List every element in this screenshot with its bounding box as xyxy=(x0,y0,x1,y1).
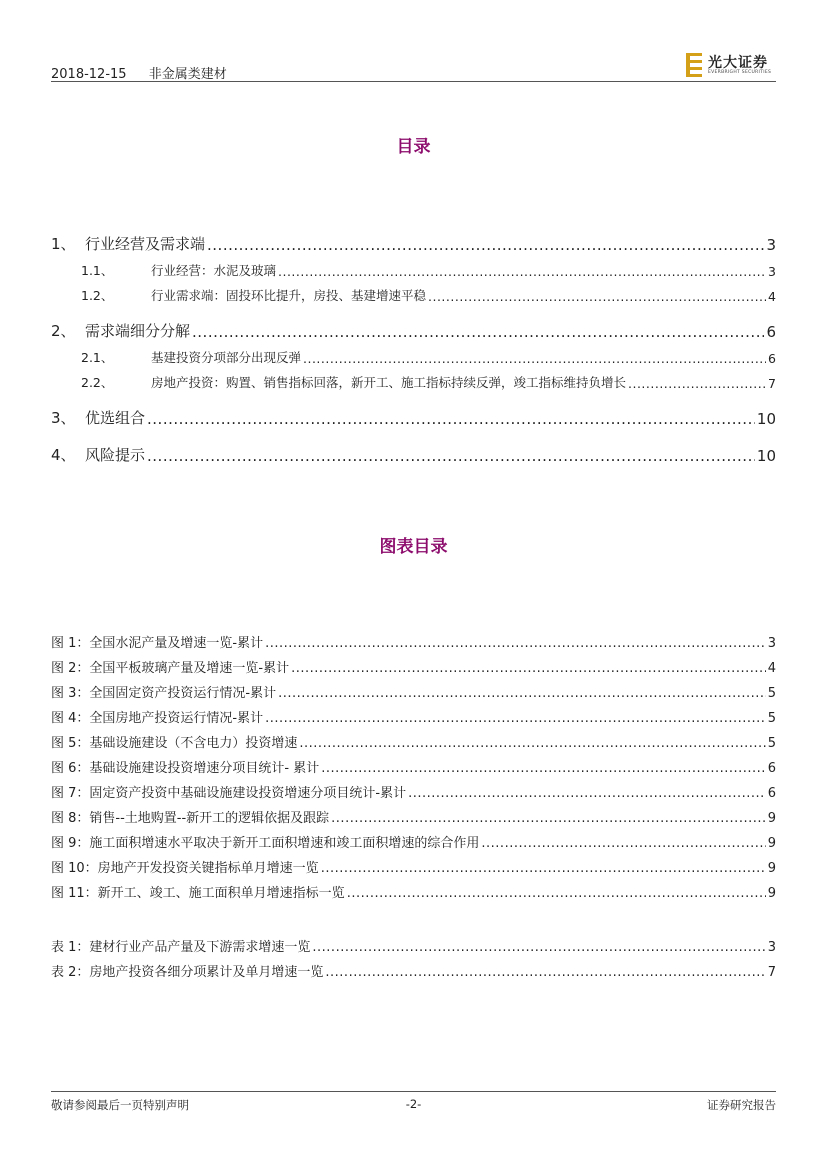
toc-num: 2、 xyxy=(51,322,76,340)
figure-entry[interactable] xyxy=(51,682,776,701)
footer-rule xyxy=(51,1091,776,1092)
toc-num: 1.1、 xyxy=(81,263,114,278)
figure-leader xyxy=(347,886,766,901)
figure-text: 图 10：房地产开发投资关键指标单月增速一览 xyxy=(51,861,319,876)
figure-page: 6 xyxy=(767,761,776,776)
figure-entry[interactable] xyxy=(51,707,776,726)
toc-title: 目录 xyxy=(396,137,431,157)
toc-entry[interactable] xyxy=(51,407,776,428)
toc-entry[interactable] xyxy=(51,320,776,341)
figure-entry[interactable] xyxy=(51,857,776,876)
figure-page: 5 xyxy=(767,686,776,701)
toc-num: 2.1、 xyxy=(81,350,114,365)
toc-leader xyxy=(192,323,764,341)
toc-num: 1、 xyxy=(51,235,76,253)
figure-leader xyxy=(331,811,766,826)
toc-leader xyxy=(428,289,766,304)
toc-entry[interactable] xyxy=(51,373,776,391)
figure-text: 图 1：全国水泥产量及增速一览-累计 xyxy=(51,636,264,651)
toc-leader xyxy=(147,410,755,428)
figure-page: 9 xyxy=(767,861,776,876)
toc-page: 10 xyxy=(756,410,776,428)
footer-disclaimer: 敬请参阅最后一页特别声明 xyxy=(51,1098,189,1112)
table-text: 表 1：建材行业产品产量及下游需求增速一览 xyxy=(51,940,311,955)
header-rule xyxy=(51,81,776,82)
figure-entry[interactable] xyxy=(51,732,776,751)
table-page: 7 xyxy=(767,965,776,980)
figure-page: 6 xyxy=(767,786,776,801)
table-page: 3 xyxy=(767,940,776,955)
figure-page: 3 xyxy=(767,636,776,651)
toc-text: 行业经营：水泥及玻璃 xyxy=(151,263,277,278)
toc-leader xyxy=(207,236,764,254)
toc-page: 6 xyxy=(766,323,776,341)
figure-leader xyxy=(291,661,766,676)
figure-leader xyxy=(481,836,765,851)
figure-list-title: 图表目录 xyxy=(379,537,448,557)
figure-leader xyxy=(321,861,766,876)
figure-entry[interactable] xyxy=(51,657,776,676)
toc-text: 行业需求端：固投环比提升，房投、基建增速平稳 xyxy=(151,288,427,303)
figure-page: 9 xyxy=(767,886,776,901)
figure-entry[interactable] xyxy=(51,632,776,651)
toc-entry[interactable] xyxy=(51,286,776,304)
table-entry[interactable] xyxy=(51,936,776,955)
toc-num: 3、 xyxy=(51,409,76,427)
toc-text: 风险提示 xyxy=(85,446,146,464)
toc-leader xyxy=(303,351,766,366)
figure-text: 图 11：新开工、竣工、施工面积单月增速指标一览 xyxy=(51,886,345,901)
figure-text: 图 8：销售--土地购置--新开工的逻辑依据及跟踪 xyxy=(51,811,330,826)
figure-page: 5 xyxy=(767,711,776,726)
page-header xyxy=(51,63,245,82)
figure-entry[interactable] xyxy=(51,807,776,826)
toc-page: 7 xyxy=(768,376,776,391)
toc-text: 房地产投资：购置、销售指标回落，新开工、施工指标持续反弹，竣工指标维持负增长 xyxy=(151,375,627,390)
figure-page: 9 xyxy=(767,836,776,851)
sector-name: 非金属类建材 xyxy=(148,67,227,82)
table-entry[interactable] xyxy=(51,961,776,980)
figure-entry[interactable] xyxy=(51,882,776,901)
figure-leader xyxy=(299,736,765,751)
toc-num: 1.2、 xyxy=(81,288,114,303)
figure-leader xyxy=(321,761,765,776)
figure-entry[interactable] xyxy=(51,757,776,776)
toc-num: 2.2、 xyxy=(81,375,114,390)
table-leader xyxy=(325,965,765,980)
figure-leader xyxy=(408,786,766,801)
figure-text: 图 4：全国房地产投资运行情况-累计 xyxy=(51,711,264,726)
figure-leader xyxy=(265,636,766,651)
figure-page: 5 xyxy=(767,736,776,751)
toc-page: 3 xyxy=(766,236,776,254)
figure-page: 9 xyxy=(767,811,776,826)
toc-entry[interactable] xyxy=(51,444,776,465)
toc-text: 行业经营及需求端 xyxy=(85,235,206,253)
logo-mark-icon xyxy=(686,53,702,77)
toc-leader xyxy=(278,264,766,279)
page-number: -2- xyxy=(405,1097,422,1111)
toc-page: 4 xyxy=(768,289,776,304)
company-logo xyxy=(686,52,776,78)
toc-leader xyxy=(147,447,755,465)
figure-text: 图 9：施工面积增速水平取决于新开工面积增速和竣工面积增速的综合作用 xyxy=(51,836,480,851)
table-text: 表 2：房地产投资各细分项累计及单月增速一览 xyxy=(51,965,324,980)
figure-text: 图 2：全国平板玻璃产量及增速一览-累计 xyxy=(51,661,290,676)
toc-page: 3 xyxy=(768,264,776,279)
toc-entry[interactable] xyxy=(51,348,776,366)
figure-leader xyxy=(265,711,766,726)
toc-text: 基建投资分项部分出现反弹 xyxy=(151,350,302,365)
figure-text: 图 6：基础设施建设投资增速分项目统计- 累计 xyxy=(51,761,320,776)
toc-num: 4、 xyxy=(51,446,76,464)
toc-text: 需求端细分分解 xyxy=(85,322,191,340)
toc-entry[interactable] xyxy=(51,233,776,254)
figure-text: 图 3：全国固定资产投资运行情况-累计 xyxy=(51,686,277,701)
report-date: 2018-12-15 xyxy=(51,67,127,82)
figure-entry[interactable] xyxy=(51,832,776,851)
footer-report-type: 证券研究报告 xyxy=(707,1098,776,1112)
toc-entry[interactable] xyxy=(51,261,776,279)
toc-leader xyxy=(628,376,766,391)
toc-page: 6 xyxy=(768,351,776,366)
logo-text-en: EVERBRIGHT SECURITIES xyxy=(708,70,772,75)
toc-text: 优选组合 xyxy=(85,409,146,427)
figure-entry[interactable] xyxy=(51,782,776,801)
figure-leader xyxy=(278,686,766,701)
figure-page: 4 xyxy=(767,661,776,676)
table-leader xyxy=(312,940,765,955)
toc-page: 10 xyxy=(756,447,776,465)
logo-text-cn: 光大证券 xyxy=(708,55,768,71)
figure-text: 图 7：固定资产投资中基础设施建设投资增速分项目统计-累计 xyxy=(51,786,407,801)
figure-text: 图 5：基础设施建设（不含电力）投资增速 xyxy=(51,736,298,751)
